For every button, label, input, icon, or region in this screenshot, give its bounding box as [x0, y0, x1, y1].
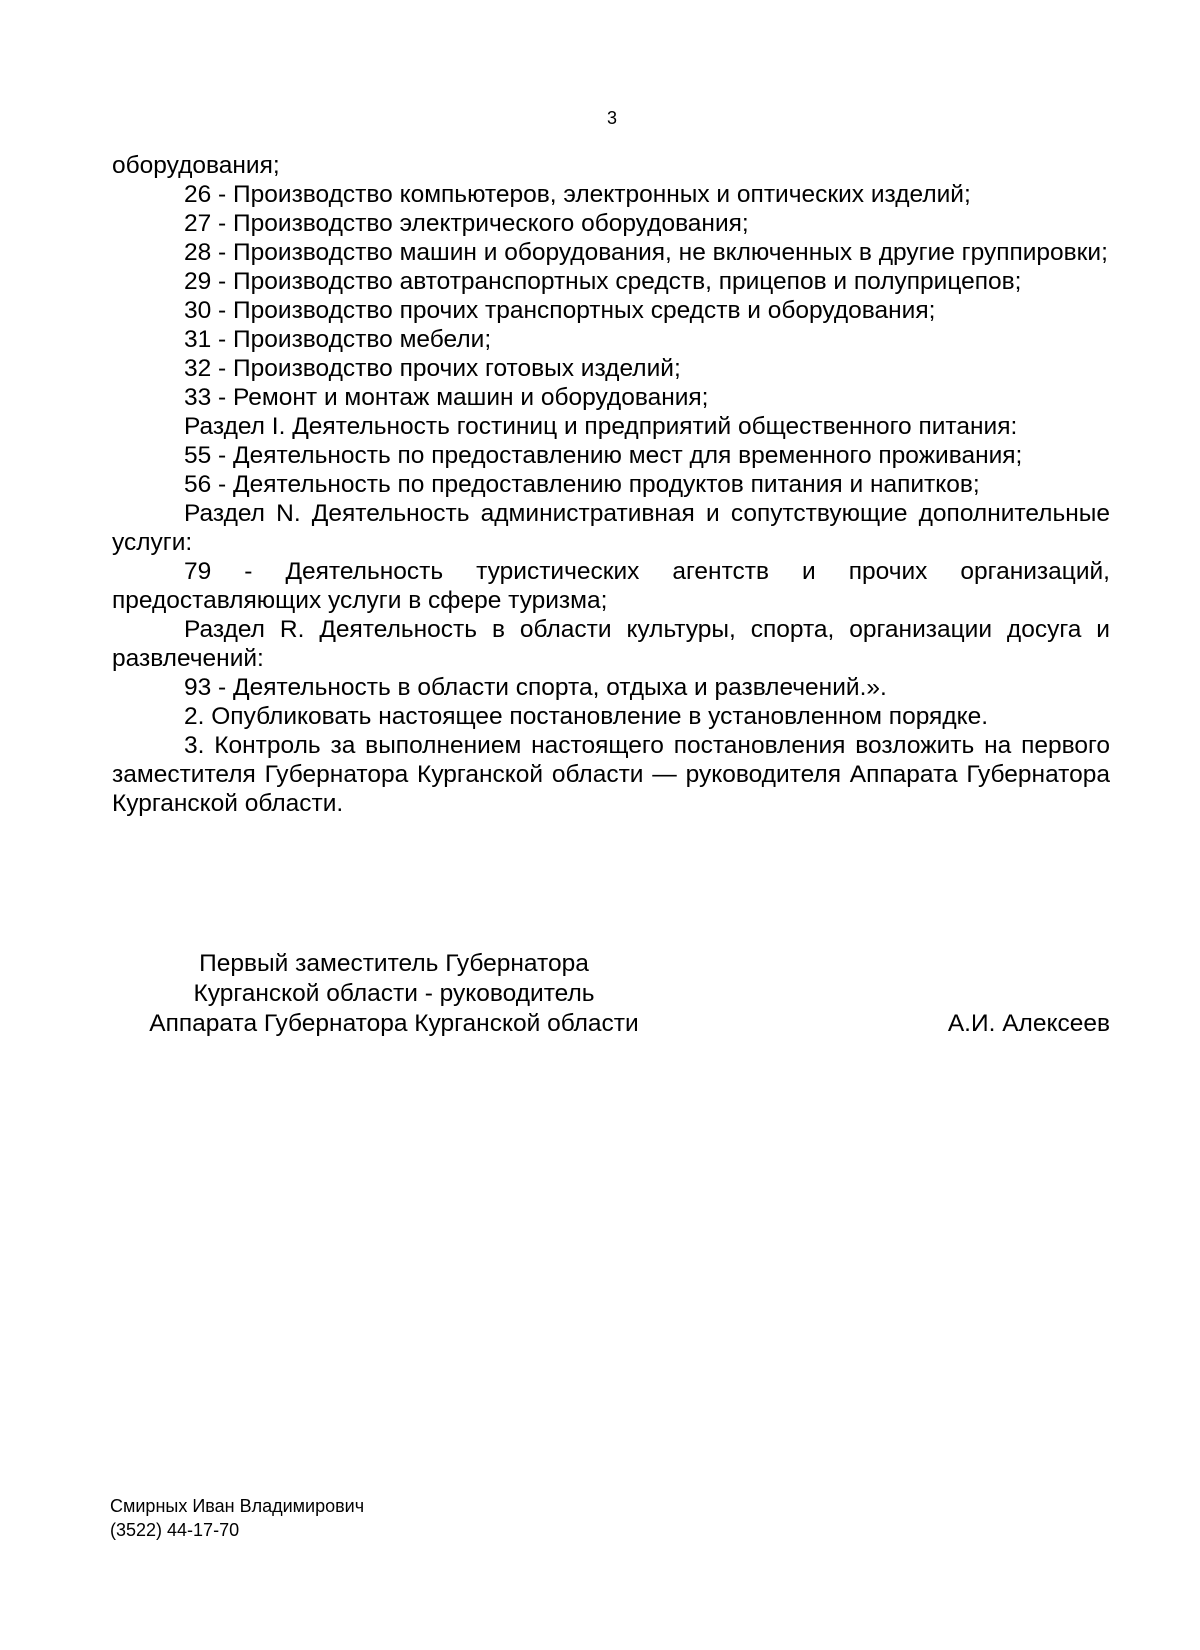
paragraph: 26 - Производство компьютеров, электронных и оптических изделий; [184, 181, 971, 208]
paragraph: 3. Контроль за выполнением настоящего постановления возложить на первого заместителя Губернатора Курганской области — руководителя Аппарата Губернатора Курганской области. [112, 732, 1110, 817]
paragraph: 93 - Деятельность в области спорта, отдыха и развлечений.». [184, 674, 887, 701]
contact-block [110, 1494, 364, 1542]
paragraph: 55 - Деятельность по предоставлению мест для временного проживания; [184, 442, 1023, 469]
signatory-title-line: Аппарата Губернатора Курганской области [149, 1010, 639, 1037]
paragraph: 2. Опубликовать настоящее постановление в установленном порядке. [184, 703, 989, 730]
signatory-name: А.И. Алексеев [947, 1010, 1110, 1037]
contact-name: Смирных Иван Владимирович [110, 1496, 365, 1516]
paragraph: 27 - Производство электрического оборудования; [184, 210, 749, 237]
paragraph: 29 - Производство автотранспортных средств, прицепов и полуприцепов; [184, 268, 1022, 295]
paragraph: 32 - Производство прочих готовых изделий; [184, 355, 681, 382]
signatory-title-line: Курганской области - руководитель [193, 980, 595, 1007]
contact-phone: (3522) 44-17-70 [110, 1520, 240, 1540]
signature-block [112, 949, 1110, 1039]
signatory-title-line: Первый заместитель Губернатора [199, 950, 589, 977]
paragraph: 79 - Деятельность туристических агентств и прочих организаций, предоставляющих услуги в сфере туризма; [112, 558, 1110, 614]
paragraph: Раздел R. Деятельность в области культуры, спорта, организации досуга и развлечений: [112, 616, 1110, 672]
paragraph: 31 - Производство мебели; [184, 326, 492, 353]
paragraph: 30 - Производство прочих транспортных средств и оборудования; [184, 297, 936, 324]
paragraph: 56 - Деятельность по предоставлению продуктов питания и напитков; [184, 471, 980, 498]
paragraph: Раздел I. Деятельность гостиниц и предприятий общественного питания: [184, 413, 1018, 440]
paragraph: 28 - Производство машин и оборудования, не включенных в другие группировки; [184, 239, 1108, 266]
paragraph: 33 - Ремонт и монтаж машин и оборудования; [184, 384, 709, 411]
page-number: 3 [606, 108, 617, 128]
paragraph: оборудования; [112, 152, 280, 179]
signatory-title [144, 949, 644, 1039]
document-body [112, 151, 1110, 818]
paragraph: Раздел N. Деятельность административная и сопутствующие дополнительные услуги: [112, 500, 1110, 556]
